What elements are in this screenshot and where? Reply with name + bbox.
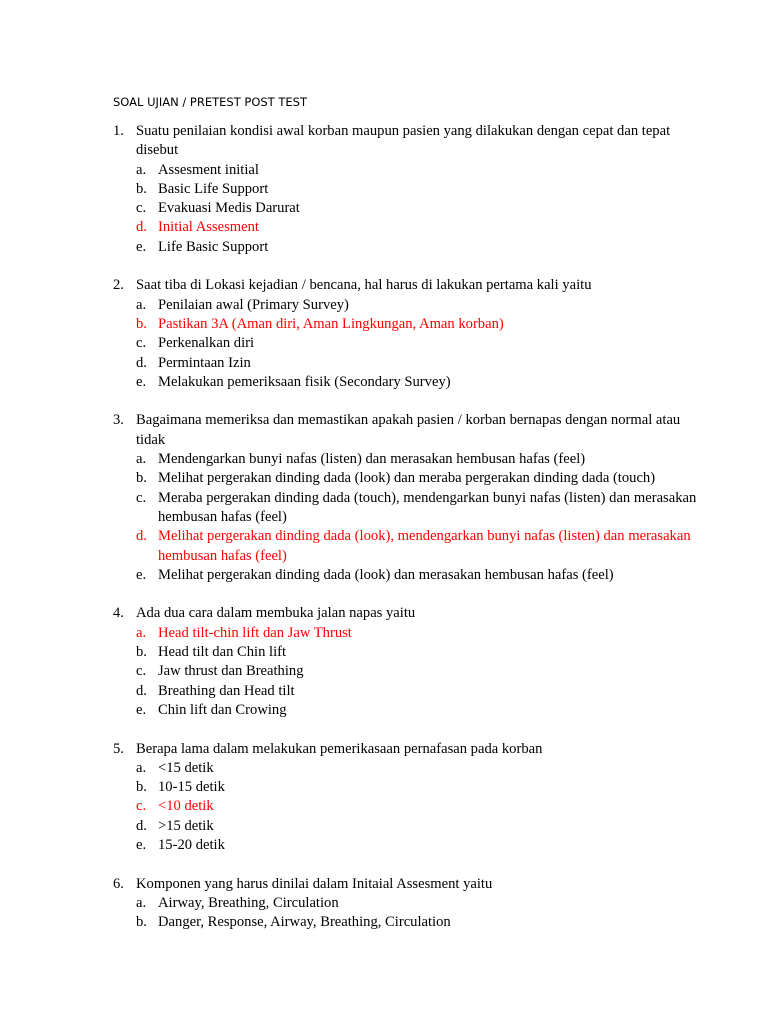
option-text: Melihat pergerakan dinding dada (look) dan merasakan hembusan hafas (feel) — [158, 566, 614, 583]
answer-option — [136, 759, 713, 778]
option-letter: a. — [136, 161, 147, 178]
answer-option — [136, 682, 713, 701]
question-number: 2. — [113, 277, 124, 294]
option-letter: c. — [136, 663, 147, 680]
option-letter: b. — [136, 315, 147, 332]
question-number: 1. — [113, 123, 124, 139]
option-text: Assesment initial — [158, 161, 259, 178]
question-number: 3. — [113, 412, 124, 429]
answer-option — [136, 662, 713, 681]
answer-option — [136, 643, 713, 662]
option-letter: a. — [136, 894, 147, 911]
option-text: Mendengarkan bunyi nafas (listen) dan merasakan hembusan hafas (feel) — [158, 451, 586, 468]
answer-option — [136, 296, 713, 315]
question-number: 5. — [113, 740, 124, 757]
question-text: Ada dua cara dalam membuka jalan napas yaitu — [136, 605, 416, 622]
option-text: Pastikan 3A (Aman diri, Aman Lingkungan, Aman korban) — [158, 315, 504, 332]
option-text: Airway, Breathing, Circulation — [158, 894, 339, 911]
option-text: Danger, Response, Airway, Breathing, Circulation — [158, 914, 451, 931]
option-letter: d. — [136, 682, 147, 699]
answer-option — [136, 489, 713, 528]
option-text: Jaw thrust dan Breathing — [158, 663, 304, 680]
option-letter: a. — [136, 451, 147, 468]
option-text: Melihat pergerakan dinding dada (look) dan meraba pergerakan dinding dada (touch) — [158, 470, 656, 487]
question-item — [113, 276, 713, 392]
option-text: <10 detik — [158, 798, 214, 815]
question-text: Komponen yang harus dinilai dalam Initaial Assesment yaitu — [136, 875, 493, 892]
option-text: Initial Assesment — [158, 219, 259, 236]
question-item — [113, 740, 713, 856]
option-text: Meraba pergerakan dinding dada (touch), mendengarkan bunyi nafas (listen) dan merasakan hembusan hafas (feel) — [158, 489, 697, 525]
answer-options — [136, 759, 713, 855]
option-text: <15 detik — [158, 759, 214, 776]
answer-option — [136, 894, 713, 913]
option-letter: e. — [136, 238, 147, 255]
option-letter: e. — [136, 701, 147, 718]
answer-options — [136, 296, 713, 392]
option-text: Life Basic Support — [158, 238, 269, 255]
option-text: Penilaian awal (Primary Survey) — [158, 296, 349, 313]
option-text: Head tilt-chin lift dan Jaw Thrust — [158, 624, 352, 641]
page-title: SOAL UJIAN / PRETEST POST TEST — [113, 95, 307, 109]
question-text: Suatu penilaian kondisi awal korban maupun pasien yang dilakukan dengan cepat dan tepat disebut — [136, 123, 671, 159]
answer-option — [136, 238, 713, 257]
answer-option — [136, 354, 713, 373]
question-item — [113, 122, 713, 257]
answer-option — [136, 161, 713, 180]
option-letter: b. — [136, 644, 147, 661]
question-item — [113, 604, 713, 720]
option-text: Melakukan pemeriksaan fisik (Secondary Survey) — [158, 373, 451, 390]
question-number: 4. — [113, 605, 124, 622]
question-list — [113, 122, 713, 952]
answer-option — [136, 334, 713, 353]
answer-option — [136, 778, 713, 797]
question-item — [113, 411, 713, 585]
option-letter: c. — [136, 489, 147, 506]
option-text: Chin lift dan Crowing — [158, 701, 287, 718]
answer-options — [136, 624, 713, 720]
option-letter: b. — [136, 470, 147, 487]
option-text: Breathing dan Head tilt — [158, 682, 295, 699]
option-letter: b. — [136, 914, 147, 931]
answer-option — [136, 180, 713, 199]
option-letter: d. — [136, 528, 147, 545]
option-text: 10-15 detik — [158, 779, 225, 796]
option-text: Melihat pergerakan dinding dada (look), mendengarkan bunyi nafas (listen) dan merasakan hembusan hafas (feel) — [158, 528, 691, 564]
option-letter: e. — [136, 566, 147, 583]
answer-options — [136, 894, 713, 933]
option-text: Evakuasi Medis Darurat — [158, 200, 300, 217]
answer-option — [136, 469, 713, 488]
answer-option-correct — [136, 797, 713, 816]
answer-option — [136, 836, 713, 855]
option-letter: d. — [136, 219, 147, 236]
question-text: Berapa lama dalam melakukan pemerikasaan pernafasan pada korban — [136, 740, 543, 757]
option-letter: a. — [136, 759, 147, 776]
option-text: Head tilt dan Chin lift — [158, 644, 287, 661]
option-letter: e. — [136, 373, 147, 390]
option-letter: a. — [136, 296, 147, 313]
answer-option-correct — [136, 315, 713, 334]
option-text: >15 detik — [158, 817, 214, 834]
option-text: 15-20 detik — [158, 836, 225, 853]
answer-option — [136, 450, 713, 469]
answer-option — [136, 701, 713, 720]
option-letter: e. — [136, 836, 147, 853]
answer-option-correct — [136, 624, 713, 643]
question-text: Bagaimana memeriksa dan memastikan apakah pasien / korban bernapas dengan normal atau tidak — [136, 412, 681, 448]
option-letter: c. — [136, 335, 147, 352]
option-text: Perkenalkan diri — [158, 335, 255, 352]
option-letter: b. — [136, 180, 147, 197]
option-letter: d. — [136, 354, 147, 371]
option-text: Permintaan Izin — [158, 354, 251, 371]
option-letter: a. — [136, 624, 147, 641]
question-text: Saat tiba di Lokasi kejadian / bencana, hal harus di lakukan pertama kali yaitu — [136, 277, 592, 294]
answer-option-correct — [136, 527, 713, 566]
answer-option — [136, 199, 713, 218]
answer-option — [136, 373, 713, 392]
answer-option — [136, 913, 713, 932]
answer-option-correct — [136, 218, 713, 237]
option-text: Basic Life Support — [158, 180, 269, 197]
answer-options — [136, 450, 713, 585]
answer-options — [136, 161, 713, 257]
question-number: 6. — [113, 875, 124, 892]
option-letter: c. — [136, 200, 147, 217]
option-letter: d. — [136, 817, 147, 834]
answer-option — [136, 817, 713, 836]
answer-option — [136, 566, 713, 585]
question-item — [113, 875, 713, 933]
option-letter: b. — [136, 779, 147, 796]
option-letter: c. — [136, 798, 147, 815]
